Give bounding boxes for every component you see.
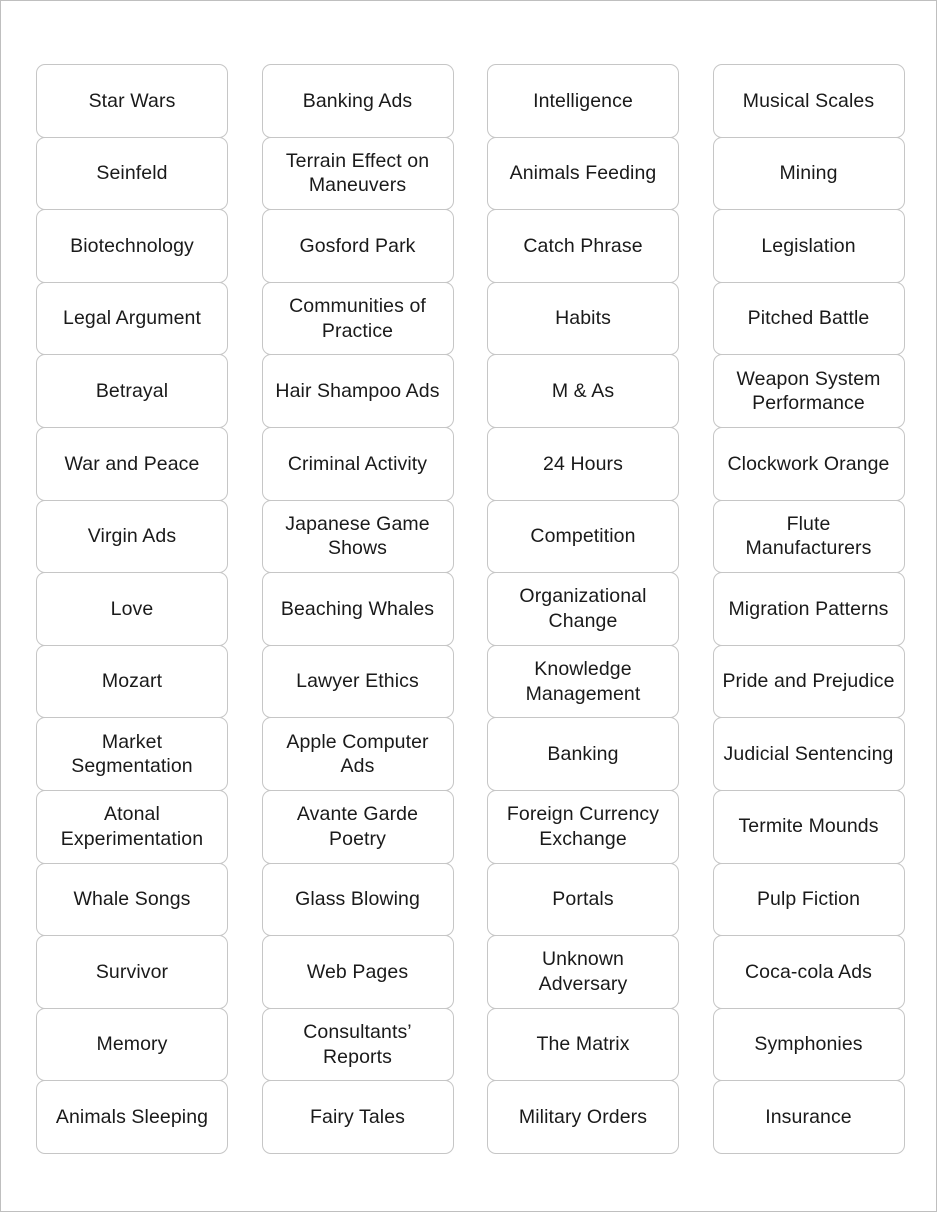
card-label: Memory xyxy=(96,1033,168,1056)
label-card xyxy=(36,209,228,283)
label-card xyxy=(36,427,228,501)
label-card xyxy=(262,717,454,791)
card-label: Animals Sleeping xyxy=(55,1105,209,1128)
label-card xyxy=(36,1008,228,1082)
card-label: Terrain Effect on Maneuvers xyxy=(285,149,430,197)
label-card xyxy=(262,137,454,211)
label-card xyxy=(487,500,679,574)
label-card xyxy=(36,354,228,428)
card-label: Web Pages xyxy=(306,960,409,983)
label-card xyxy=(487,935,679,1009)
label-card xyxy=(36,572,228,646)
card-label: Love xyxy=(110,597,154,620)
label-card xyxy=(262,645,454,719)
card-label: Legislation xyxy=(761,234,856,257)
card-label: Consultants’ Reports xyxy=(303,1021,412,1068)
card-label: Gosford Park xyxy=(299,234,416,257)
card-label: Judicial Sentencing xyxy=(723,742,894,765)
card-label: Apple Computer Ads xyxy=(286,730,429,778)
card-label: Whale Songs xyxy=(73,888,191,911)
card-label: Communities of Practice xyxy=(289,295,426,342)
card-label: Catch Phrase xyxy=(523,234,643,257)
label-card xyxy=(713,427,905,501)
card-label: Mining xyxy=(779,162,838,185)
card-label: Beaching Whales xyxy=(280,597,435,620)
label-card xyxy=(487,64,679,138)
label-card xyxy=(713,863,905,937)
card-label: Foreign Currency Exchange xyxy=(506,803,660,850)
label-card xyxy=(36,645,228,719)
card-label: War and Peace xyxy=(64,452,200,475)
card-label: Glass Blowing xyxy=(295,888,420,911)
label-card xyxy=(262,572,454,646)
label-card xyxy=(262,282,454,356)
label-card xyxy=(713,935,905,1009)
card-label: The Matrix xyxy=(536,1033,630,1056)
label-card xyxy=(713,717,905,791)
label-card xyxy=(36,935,228,1009)
card-label: Banking xyxy=(547,742,619,765)
label-card xyxy=(262,354,454,428)
card-label: Musical Scales xyxy=(742,89,875,112)
label-card xyxy=(713,64,905,138)
label-card xyxy=(487,1008,679,1082)
card-label: Knowledge Management xyxy=(525,658,641,705)
card-label: Portals xyxy=(552,888,614,911)
label-card xyxy=(713,500,905,574)
card-label: Coca-cola Ads xyxy=(744,960,873,983)
label-card xyxy=(487,209,679,283)
label-card xyxy=(262,790,454,864)
card-grid xyxy=(36,64,905,1153)
label-card xyxy=(36,137,228,211)
card-label: Betrayal xyxy=(95,379,169,402)
card-label: Weapon System Performance xyxy=(736,367,881,415)
label-card xyxy=(36,64,228,138)
label-card xyxy=(36,863,228,937)
card-label: Avante Garde Poetry xyxy=(296,803,419,850)
label-card xyxy=(487,427,679,501)
label-card xyxy=(487,282,679,356)
label-card xyxy=(262,1080,454,1154)
card-label: Pulp Fiction xyxy=(756,888,861,911)
label-card xyxy=(487,1080,679,1154)
label-card xyxy=(713,137,905,211)
card-label: Competition xyxy=(530,525,636,548)
label-card xyxy=(487,790,679,864)
card-label: Banking Ads xyxy=(302,89,413,112)
label-card xyxy=(36,1080,228,1154)
card-label: Legal Argument xyxy=(63,307,201,330)
label-card xyxy=(36,500,228,574)
label-card xyxy=(36,717,228,791)
label-card xyxy=(713,209,905,283)
card-label: Atonal Experimentation xyxy=(60,803,204,850)
label-card xyxy=(487,572,679,646)
label-card xyxy=(713,1080,905,1154)
label-card xyxy=(262,935,454,1009)
label-card xyxy=(713,1008,905,1082)
card-label: Organizational Change xyxy=(519,585,647,632)
label-card xyxy=(713,354,905,428)
card-label: Termite Mounds xyxy=(738,815,879,838)
label-card xyxy=(487,645,679,719)
card-label: Animals Feeding xyxy=(509,162,657,185)
label-card xyxy=(262,500,454,574)
label-card xyxy=(713,282,905,356)
card-label: M & As xyxy=(551,379,615,402)
label-card xyxy=(713,645,905,719)
label-card xyxy=(262,863,454,937)
card-label: Lawyer Ethics xyxy=(296,670,419,693)
label-card xyxy=(262,209,454,283)
card-label: 24 Hours xyxy=(543,452,623,475)
card-label: Fairy Tales xyxy=(309,1105,406,1128)
card-label: Symphonies xyxy=(754,1033,863,1056)
card-label: Mozart xyxy=(101,670,163,693)
card-label: Habits xyxy=(555,307,611,330)
card-label: Pitched Battle xyxy=(747,307,870,330)
label-card xyxy=(262,427,454,501)
label-card xyxy=(713,572,905,646)
card-label: Biotechnology xyxy=(70,234,194,257)
label-card xyxy=(262,1008,454,1082)
card-label: Survivor xyxy=(95,960,169,983)
card-label: Criminal Activity xyxy=(287,452,428,475)
card-label: Market Segmentation xyxy=(71,730,193,778)
label-card xyxy=(487,137,679,211)
card-label: Hair Shampoo Ads xyxy=(275,379,440,402)
card-label: Insurance xyxy=(765,1105,852,1128)
label-card xyxy=(713,790,905,864)
label-card xyxy=(262,64,454,138)
label-card xyxy=(487,863,679,937)
card-label: Military Orders xyxy=(518,1105,648,1128)
card-label: Virgin Ads xyxy=(87,525,177,548)
label-card xyxy=(487,717,679,791)
label-card xyxy=(36,282,228,356)
card-label: Intelligence xyxy=(533,89,633,112)
card-label: Pride and Prejudice xyxy=(722,670,895,693)
card-label: Japanese Game Shows xyxy=(285,512,430,560)
card-label: Star Wars xyxy=(88,89,176,112)
card-label: Flute Manufacturers xyxy=(745,512,872,560)
card-label: Clockwork Orange xyxy=(727,452,890,475)
card-label: Seinfeld xyxy=(96,162,168,185)
card-label: Unknown Adversary xyxy=(538,948,628,995)
card-label: Migration Patterns xyxy=(728,597,889,620)
label-card xyxy=(36,790,228,864)
label-card xyxy=(487,354,679,428)
